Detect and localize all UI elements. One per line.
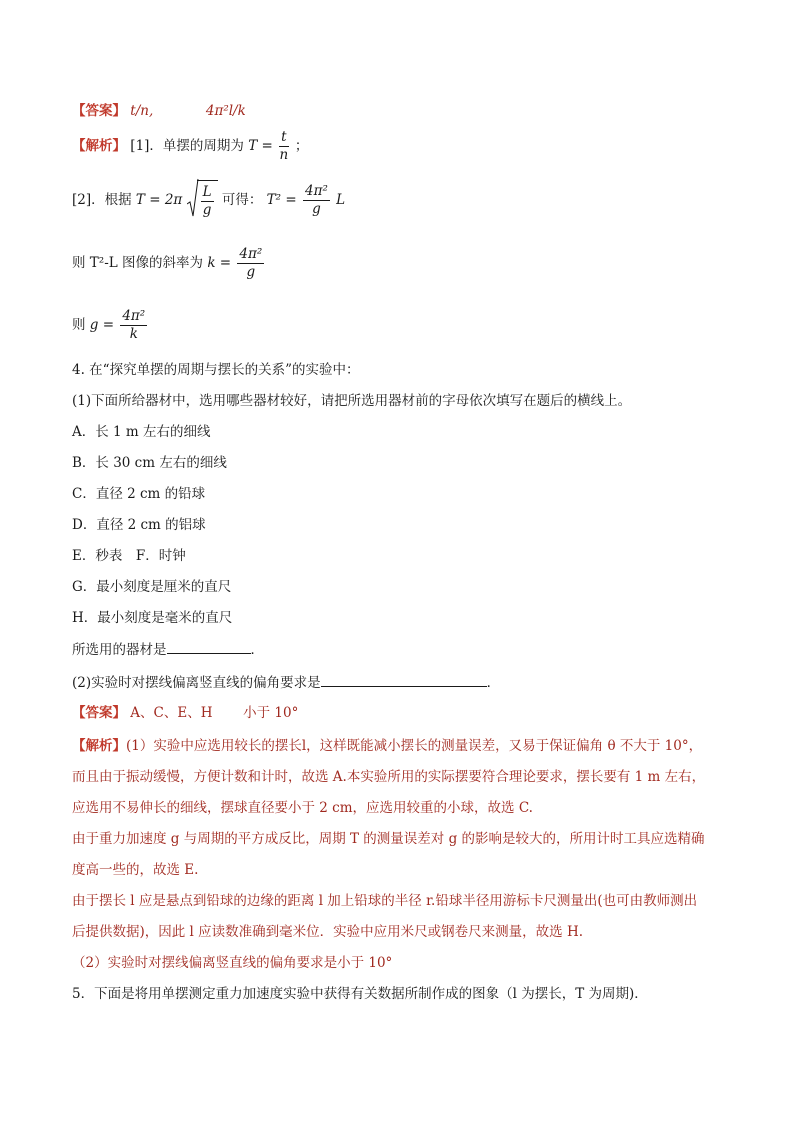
analysis-2-line-5: 度高一些的，故选 E. bbox=[72, 862, 199, 878]
punctuation: ； bbox=[294, 138, 309, 154]
fraction-numerator: t bbox=[281, 129, 287, 145]
formula-lhs: T = bbox=[248, 138, 273, 154]
answer-value-1: A、C、E、H bbox=[130, 705, 213, 721]
analysis-row-4 bbox=[72, 305, 149, 345]
analysis-text: 则 bbox=[72, 317, 86, 333]
analysis-2-line-3: 应选用不易伸长的细线，摆球直径要小于 2 cm，应选用较重的小球，故选 C. bbox=[72, 800, 533, 816]
analysis-row-2 bbox=[72, 180, 345, 221]
formula-lhs: T = 2π bbox=[135, 192, 183, 208]
analysis-text: (1）实验中应选用较长的摆长l，这样既能减小摆长的测量误差，又易于保证偏角 θ 不大于 10°， bbox=[126, 738, 703, 754]
fraction-numerator: 4π² bbox=[304, 183, 328, 199]
fraction-4pi2-over-g bbox=[303, 183, 330, 218]
option-b: B．长 30 cm 左右的细线 bbox=[72, 455, 227, 471]
analysis-text: 可得： bbox=[221, 192, 263, 208]
fraction-denominator: n bbox=[279, 147, 289, 163]
option-d: D．直径 2 cm 的铝球 bbox=[72, 517, 206, 533]
analysis-tag: 【解析】 bbox=[72, 738, 126, 754]
formula-lhs: g = bbox=[89, 317, 115, 333]
part-2-text: (2)实验时对摆线偏离竖直线的偏角要求是 bbox=[72, 675, 321, 691]
radical-sign-icon bbox=[187, 178, 199, 218]
fraction-4pi2-over-g bbox=[237, 246, 264, 281]
option-a: A．长 1 m 左右的细线 bbox=[72, 424, 211, 440]
fraction-denominator: g bbox=[312, 201, 321, 217]
selected-equipment-row bbox=[72, 639, 264, 660]
analysis-text: [2]．根据 bbox=[72, 192, 132, 208]
option-e-f: E．秒表 F．时钟 bbox=[72, 548, 186, 564]
formula-lhs: k = bbox=[207, 255, 232, 271]
answer-blank[interactable] bbox=[167, 639, 251, 654]
option-c: C．直径 2 cm 的铅球 bbox=[72, 486, 206, 502]
analysis-2-line-4: 由于重力加速度 g 与周期的平方成反比，周期 T 的测量误差对 g 的影响是较大的，所用计时工具应选精确 bbox=[72, 831, 705, 847]
sqrt-l-over-g bbox=[187, 180, 218, 221]
answer-value-2: 4π²l/k bbox=[205, 103, 246, 119]
option-g: G．最小刻度是厘米的直尺 bbox=[72, 579, 232, 595]
punctuation: ． bbox=[486, 675, 501, 691]
analysis-2-line-6: 由于摆长 l 应是悬点到铅球的边缘的距离 l 加上铅球的半径 r.铅球半径用游标卡尺测量出(也可由教师测出 bbox=[72, 893, 698, 909]
answer-tag: 【答案】 bbox=[72, 103, 126, 119]
analysis-2-line-7: 后提供数据)，因此 l 应读数准确到毫米位．实验中应用米尺或钢卷尺来测量，故选 H. bbox=[72, 924, 584, 940]
fraction-denominator: g bbox=[202, 202, 212, 218]
formula-tail: L bbox=[336, 192, 346, 208]
answer-tag: 【答案】 bbox=[72, 705, 126, 721]
fraction-numerator: 4π² bbox=[122, 308, 146, 324]
question-4-part-2 bbox=[72, 672, 500, 693]
fraction-numerator: L bbox=[202, 184, 212, 200]
answer-row-1 bbox=[72, 101, 246, 121]
question-4-stem: 4. 在“探究单摆的周期与摆长的关系”的实验中： bbox=[72, 362, 360, 378]
fraction-numerator: 4π² bbox=[239, 246, 263, 262]
analysis-text: 则 T²-L 图像的斜率为 bbox=[72, 255, 204, 271]
analysis-2-line-2: 而且由于振动缓慢，方便计数和计时，故选 A.本实验所用的实际摆要符合理论要求，摆长要有 1 m 左右， bbox=[72, 769, 706, 785]
analysis-2-line-1 bbox=[72, 736, 702, 756]
punctuation: ． bbox=[250, 642, 264, 658]
answer-value-2: 小于 10° bbox=[243, 705, 299, 721]
analysis-text: [1]．单摆的周期为 bbox=[130, 138, 244, 154]
analysis-row-3 bbox=[72, 243, 266, 283]
analysis-row-1 bbox=[72, 128, 308, 164]
formula-lhs: T² = bbox=[266, 192, 297, 208]
answer-value-1: t/n, bbox=[130, 103, 154, 119]
fraction-t-over-n bbox=[279, 129, 288, 164]
answer-blank[interactable] bbox=[321, 672, 487, 687]
question-4-part-1: (1)下面所给器材中，选用哪些器材较好，请把所选用器材前的字母依次填写在题后的横线上。 bbox=[72, 393, 632, 409]
answer-row-2 bbox=[72, 703, 298, 723]
fraction-denominator: g bbox=[246, 264, 256, 280]
option-h: H．最小刻度是毫米的直尺 bbox=[72, 610, 233, 626]
analysis-tag: 【解析】 bbox=[72, 138, 126, 154]
analysis-2-line-8: （2）实验时对摆线偏离竖直线的偏角要求是小于 10° bbox=[72, 955, 393, 971]
selected-equipment-label: 所选用的器材是 bbox=[72, 642, 167, 658]
fraction-denominator: k bbox=[129, 326, 138, 342]
question-5-stem: 5．下面是将用单摆测定重力加速度实验中获得有关数据所制作成的图象（l 为摆长，T 为周期)． bbox=[72, 986, 648, 1002]
fraction-4pi2-over-k bbox=[120, 308, 147, 343]
